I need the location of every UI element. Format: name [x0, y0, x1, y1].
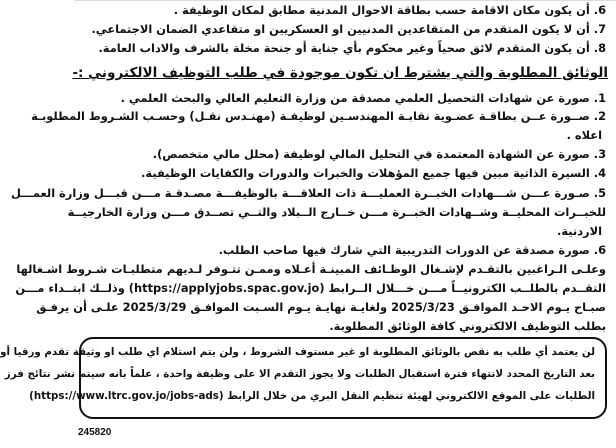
document-item-5-cont2: الاردنية.: [557, 224, 602, 238]
condition-6: 6. أن يكون مكان الاقامة حسب بطاقة الاحوال المدنية مطابق لمكان الوظيفة .: [173, 3, 606, 17]
condition-7: 7. أن لا يكون المتقدم من المتقاعدين المدنيين او العسكريين او متقاعدي الضمان الاجتماعي.: [91, 22, 606, 36]
application-line-1: وعلـى الـراغبين بالتقـدم لإشـغال الوظـائف المبينـة أعـلاه وممـن تتـوفر لـديهم متطلبـات شـروط اشـغالها: [16, 262, 606, 276]
documents-heading: الوثائق المطلوبة والتي يشترط ان تكون موجودة في طلب التوظيف الالكتروني :-: [72, 65, 608, 81]
document-item-5-cont: للخبــرات المحليــة وشــهادات الخبــرة مـــن خــارج الــبلاد والتــي تصــدق مـــن وزارة الخارجيــة: [67, 205, 606, 219]
top-divider: [74, 0, 616, 1]
notice-line-3: الطلبات على الموقع الالكتروني لهيئة تنظيم النقل البري من خلال الرابط (https://www.ltrc.gov.jo/jobs-ads): [29, 390, 595, 402]
application-line-2: التقــدم بالطلــب الكترونيــاً مـــن خـــلال الــرابط (https://applyjobs.spac.gov.jo) وذلــك ابتــداء مـــن: [15, 281, 606, 295]
notice-box: [0, 337, 607, 419]
document-item-6: 6. صورة مصدقة عن الدورات التدريبية التي شارك فيها صاحب الطلب.: [218, 243, 606, 257]
document-item-2-cont: اعلاه .: [566, 128, 602, 142]
notice-line-2: بعد التاريخ المحدد لانتهاء فترة استقبال الطلبات ولا يجوز التقدم الا على وظيفة واحدة ، علماً بانه سيتم نشر نتائج فرز: [4, 368, 595, 380]
document-item-1: 1. صورة عن شهادات التحصيل العلمي مصدقة من وزارة التعليم العالي والبحث العلمي .: [120, 91, 606, 105]
application-line-3: صبـاح يـوم الاحـد الموافـق 2025/3/23 ولغايـة نهايـة يـوم السـبت الموافـق 2025/3/29 علـى أن يرفـق: [36, 300, 606, 314]
ad-number: 245820: [78, 427, 112, 438]
document-item-5: 5. صـورة عـــن شـــهادات الخبــرة العمليـــة ذات العلاقـــة بالوظيفـــة مصـدقـة مـــن قبـــل وزارة العمـــل: [11, 186, 606, 200]
document-item-2: 2. صــورة عــن بطاقـة عضـوية نقابـة المهندسـين لوظيفـة (مهنـدس نقـل) وحسـب الشـروط المطلوبـة: [31, 109, 606, 123]
notice-line-1: لن يعتمد أي طلب به نقص بالوثائق المطلوبة او غير مستوف الشروط ، ولن يتم استلام اي طلب او وثيقة تقدم ورقيا أو: [0, 346, 595, 358]
condition-8: 8. أن يكون المتقدم لائق صحياً وغير محكوم بأي جناية أو جنحة مخلة بالشرف والاداب العامة.: [98, 41, 606, 55]
document-item-4: 4. السيرة الذاتية مبين فيها جميع المؤهلات والخبرات والدورات والكفايات الوظيفية.: [141, 166, 606, 180]
document-item-3: 3. صورة عن الشهادة المعتمدة في التحليل المالي لوظيفة (محلل مالي متخصص).: [152, 147, 606, 161]
application-line-4: بطلب التوظيف الالكتروني كافة الوثائق المطلوبة.: [329, 319, 606, 333]
